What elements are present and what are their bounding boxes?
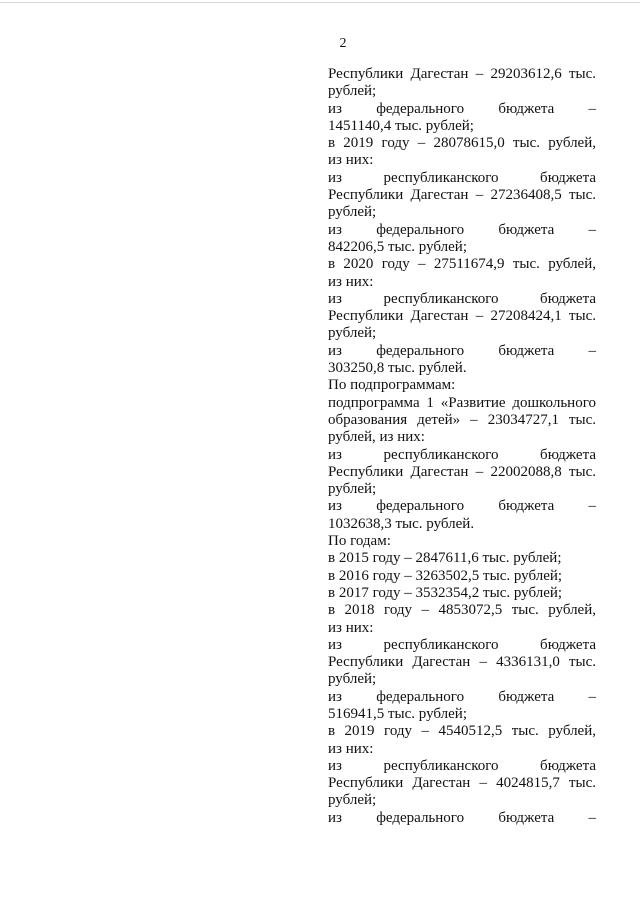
text-line: Республики Дагестан – 27236408,5 тыс. (328, 187, 596, 204)
text-line: из федерального бюджета – (328, 688, 596, 705)
text-line: 516941,5 тыс. рублей; (328, 705, 467, 722)
text-line: из них: (328, 152, 374, 169)
text-line: Республики Дагестан – 22002088,8 тыс. (328, 463, 596, 480)
text-line: из федерального бюджета – (328, 498, 596, 515)
text-line: в 2018 году – 4853072,5 тыс. рублей, (328, 602, 596, 619)
text-line: из федерального бюджета – (328, 100, 596, 117)
text-line: из федерального бюджета – (328, 342, 596, 359)
text-line: из них: (328, 619, 374, 636)
text-line: рублей; (328, 204, 377, 221)
scan-edge-line (0, 2, 640, 3)
text-line: подпрограмма 1 «Развитие дошкольного (328, 394, 596, 411)
text-line: рублей; (328, 671, 377, 688)
text-line: рублей; (328, 325, 377, 342)
text-line: рублей; (328, 792, 377, 809)
text-line: из республиканского бюджета (328, 446, 596, 463)
page-number: 2 (339, 36, 347, 51)
text-line: Республики Дагестан – 27208424,1 тыс. (328, 308, 596, 325)
text-line: образования детей» – 23034727,1 тыс. (328, 411, 596, 428)
text-line: 1032638,3 тыс. рублей. (328, 515, 475, 532)
text-line: из республиканского бюджета (328, 169, 596, 186)
text-line: в 2020 году – 27511674,9 тыс. рублей, (328, 256, 596, 273)
text-line: По годам: (328, 533, 391, 550)
text-line: в 2017 году – 3532354,2 тыс. рублей; (328, 584, 563, 601)
text-line: 1451140,4 тыс. рублей; (328, 117, 474, 134)
text-line: в 2015 году – 2847611,6 тыс. рублей; (328, 550, 562, 567)
text-line: рублей; (328, 83, 377, 100)
text-line: Республики Дагестан – 4024815,7 тыс. (328, 775, 596, 792)
text-line: По подпрограммам: (328, 377, 456, 394)
text-line: в 2016 году – 3263502,5 тыс. рублей; (328, 567, 563, 584)
text-line: Республики Дагестан – 29203612,6 тыс. (328, 66, 596, 82)
text-line: из федерального бюджета – (328, 221, 596, 238)
text-line: из республиканского бюджета (328, 636, 596, 653)
text-line: из республиканского бюджета (328, 757, 596, 774)
text-line: рублей; (328, 481, 377, 498)
text-line: 842206,5 тыс. рублей; (328, 238, 467, 255)
text-line: из них: (328, 273, 374, 290)
text-line: из республиканского бюджета (328, 290, 596, 307)
text-line: рублей, из них: (328, 429, 425, 446)
text-line: из них: (328, 740, 374, 757)
text-line: в 2019 году – 28078615,0 тыс. рублей, (328, 135, 596, 152)
text-line: из федерального бюджета – (328, 809, 596, 826)
document-body (328, 66, 596, 827)
text-line: в 2019 году – 4540512,5 тыс. рублей, (328, 723, 596, 740)
text-line: Республики Дагестан – 4336131,0 тыс. (328, 654, 596, 671)
text-line: 303250,8 тыс. рублей. (328, 360, 467, 377)
